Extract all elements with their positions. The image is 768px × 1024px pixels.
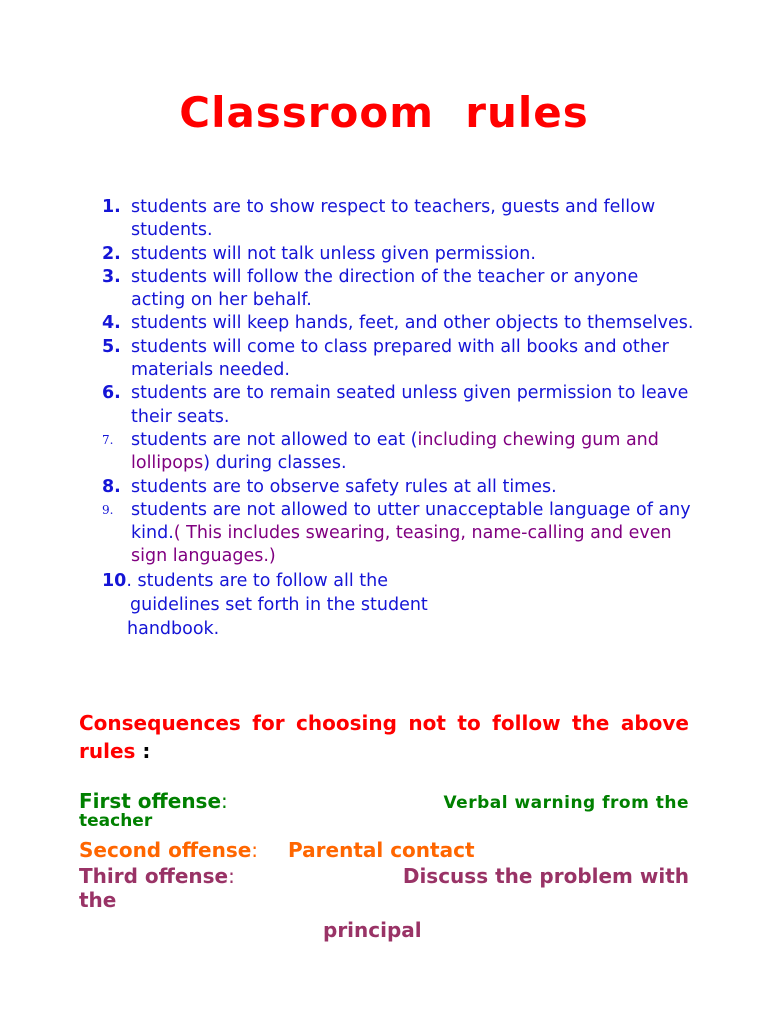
second-offense-label: Second offense xyxy=(79,838,252,862)
rule-text-highlight: ( This includes swearing, teasing, name-calling and even sign languages.) xyxy=(131,523,672,567)
first-offense xyxy=(79,789,689,831)
rule-number: 1. xyxy=(102,197,121,217)
rule-item xyxy=(96,476,696,499)
rule-item xyxy=(96,499,696,569)
rule-number: 4. xyxy=(102,313,121,334)
rule-text: students will come to class prepared with all books and other materials needed. xyxy=(131,336,669,381)
page-title: Classroom rules xyxy=(179,88,589,137)
rule-number: 8. xyxy=(102,476,121,497)
rule-text: handbook. xyxy=(127,618,220,639)
rule-text: . students are to follow all the xyxy=(126,570,388,591)
rule-text: students will not talk unless given permission. xyxy=(131,243,536,264)
rules-list xyxy=(96,196,696,641)
rule-text: students will keep hands, feet, and other objects to themselves. xyxy=(131,313,694,334)
second-offense-desc: Parental contact xyxy=(288,838,475,862)
first-offense-colon: : xyxy=(221,789,228,813)
third-offense-label: Third offense xyxy=(79,864,229,888)
rule-item xyxy=(96,266,696,313)
consequences-colon: : xyxy=(135,739,151,763)
second-offense-colon: : xyxy=(251,838,259,862)
rule-text: students will follow the direction of the teacher or anyone acting on her behalf. xyxy=(131,266,639,311)
rule-item xyxy=(96,243,696,266)
second-offense xyxy=(79,838,689,862)
rule-item xyxy=(96,336,696,383)
rule-item xyxy=(96,312,696,335)
rule-number: 6. xyxy=(102,383,121,404)
rule-number: 2. xyxy=(102,243,121,264)
rule-text: students are to remain seated unless given permission to leave their seats. xyxy=(131,383,689,427)
rule-text-highlight: including chewing gum and lollipops xyxy=(131,429,659,474)
rule-number: 9. xyxy=(102,502,114,517)
rule-text: students are not allowed to utter unacceptable language of any kind. xyxy=(131,499,691,544)
rule-text: guidelines set forth in the student xyxy=(130,594,428,615)
rule-number: 7. xyxy=(102,432,114,447)
consequences-heading xyxy=(79,709,689,765)
rule-text: students are to observe safety rules at all times. xyxy=(131,476,557,497)
rule-text: students are to show respect to teachers, guests and fellow students. xyxy=(131,197,656,241)
rule-number: 5. xyxy=(102,336,121,357)
rule-item xyxy=(102,569,696,641)
consequences-heading-text: Consequences for choosing not to follow the above rules xyxy=(79,711,689,763)
third-offense-colon: : xyxy=(228,864,235,888)
third-offense-desc-cont: the xyxy=(79,888,117,912)
rule-item xyxy=(96,196,696,243)
first-offense-desc-cont: teacher xyxy=(79,811,153,831)
third-offense-principal: principal xyxy=(323,918,422,942)
first-offense-label: First offense xyxy=(79,789,222,813)
first-offense-desc: Verbal warning from the xyxy=(443,793,689,813)
third-offense-desc: Discuss the problem with xyxy=(402,864,689,888)
third-offense xyxy=(79,864,689,912)
rule-text: students are not allowed to eat ( xyxy=(131,429,418,450)
rule-number: 10 xyxy=(102,570,127,591)
rule-item xyxy=(96,382,696,429)
rule-number: 3. xyxy=(102,266,121,287)
rule-item xyxy=(96,429,696,476)
rule-text: ) during classes. xyxy=(203,453,347,474)
